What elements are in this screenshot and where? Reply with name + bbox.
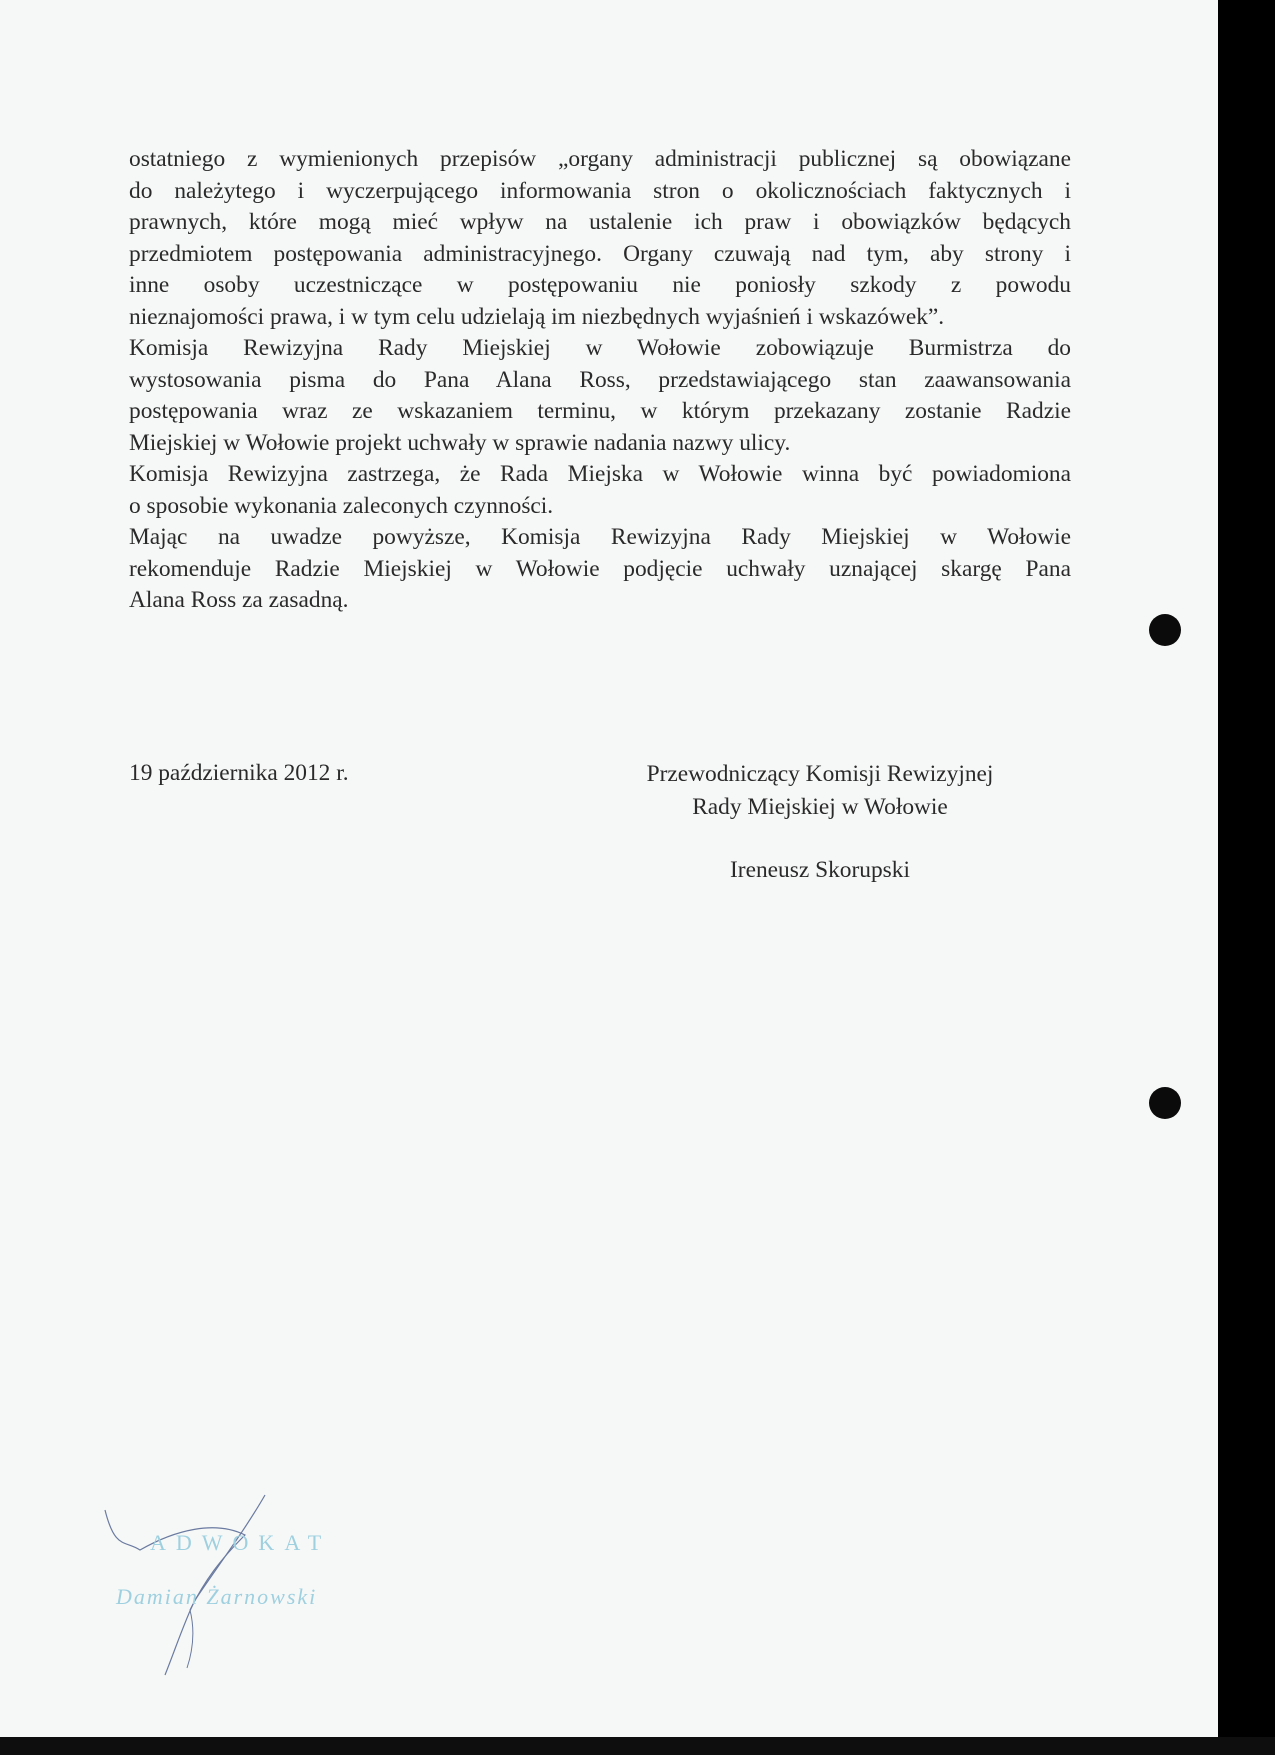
body-line: Alana Ross za zasadną.	[129, 587, 349, 613]
body-line: inne osoby uczestniczące w postępowaniu nie poniosły szkody z powodu	[129, 272, 1071, 298]
body-line: wystosowania pisma do Pana Alana Ross, przedstawiającego stan zaawansowania	[129, 366, 1071, 393]
punch-hole-top	[1149, 614, 1181, 646]
body-line: rekomenduje Radzie Miejskiej w Wołowie podjęcie uchwały uznającej skargę Pana	[129, 555, 1071, 582]
stamp-line2: Damian Żarnowski	[116, 1584, 318, 1609]
signature-title-line1: Przewodniczący Komisji Rewizyjnej	[646, 761, 994, 787]
punch-hole-bottom	[1149, 1087, 1181, 1119]
body-line: ostatniego z wymienionych przepisów „organy administracji publicznej są obowiązane	[129, 146, 1071, 172]
scan-border	[0, 1737, 1275, 1755]
body-line: Miejskiej w Wołowie projekt uchwały w sprawie nadania nazwy ulicy.	[129, 429, 791, 456]
signature-block	[600, 758, 1040, 887]
body-line: nieznajomości prawa, i w tym celu udzielają im niezbędnych wyjaśnień i wskazówek”.	[129, 303, 945, 330]
body-line: postępowania wraz ze wskazaniem terminu, w którym przekazany zostanie Radzie	[129, 398, 1071, 424]
body-line: Komisja Rewizyjna Rady Miejskiej w Wołowie zobowiązuje Burmistrza do	[129, 335, 1071, 361]
stamp-line1: ADWOKAT	[150, 1530, 332, 1555]
body-line: Mając na uwadze powyższe, Komisja Rewizyjna Rady Miejskiej w Wołowie	[129, 524, 1071, 550]
body-line: do należytego i wyczerpującego informowania stron o okolicznościach faktycznych i	[129, 177, 1071, 204]
body-line: o sposobie wykonania zaleconych czynności.	[129, 492, 554, 519]
signature-name: Ireneusz Skorupski	[730, 857, 910, 883]
body-line: przedmiotem postępowania administracyjnego. Organy czuwają nad tym, aby strony i	[129, 240, 1071, 267]
body-line: prawnych, które mogą mieć wpływ na ustalenie ich praw i obowiązków będących	[129, 209, 1071, 235]
document-date: 19 października 2012 r.	[129, 760, 349, 786]
signature-title-line2: Rady Miejskiej w Wołowie	[692, 794, 948, 820]
document-body	[129, 144, 1071, 617]
body-line: Komisja Rewizyjna zastrzega, że Rada Miejska w Wołowie winna być powiadomiona	[129, 461, 1071, 487]
